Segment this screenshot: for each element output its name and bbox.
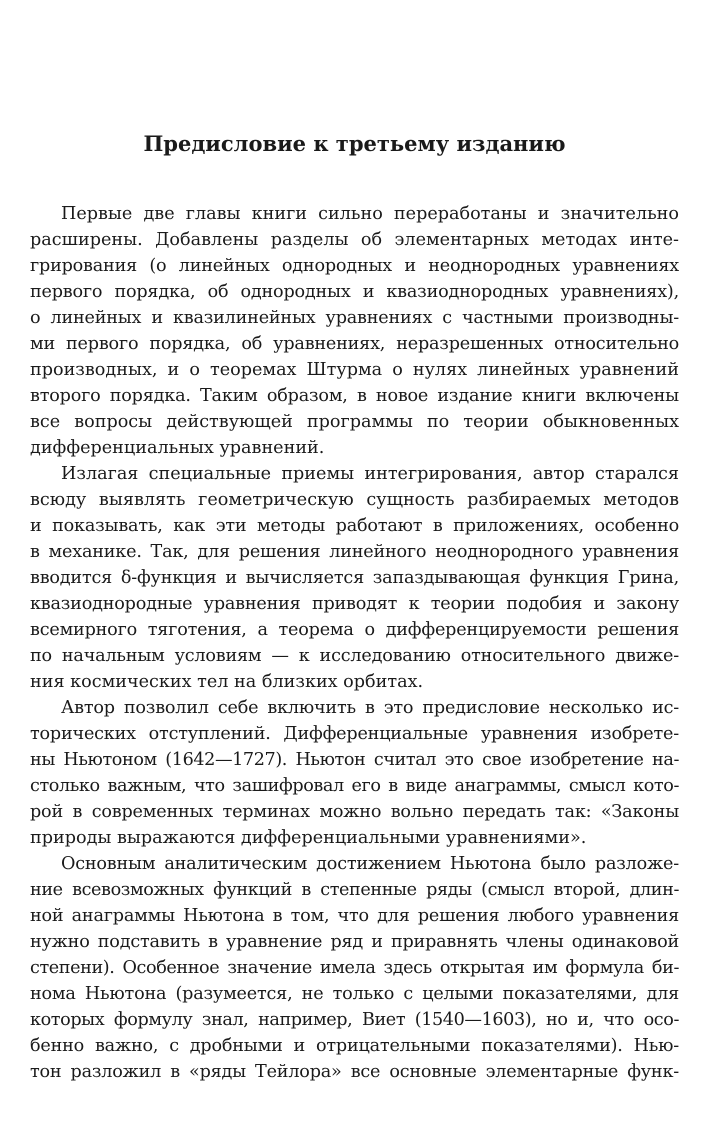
text-line: в механике. Так, для решения линейного неоднородного уравнения	[30, 542, 679, 562]
text-line: ми первого порядка, об уравнениях, неразрешенных относительно	[30, 334, 679, 354]
text-line: степени). Особенное значение имела здесь открытая им формула би-	[30, 958, 679, 978]
text-line: все вопросы действующей программы по теории обыкновенных	[30, 412, 679, 432]
text-line: производных, и о теоремах Штурма о нулях линейных уравнений	[30, 360, 679, 380]
text-line: тон разложил в «ряды Тейлора» все основные элементарные функ-	[30, 1062, 679, 1082]
text-line: всюду выявлять геометрическую сущность разбираемых методов	[30, 490, 679, 510]
text-line: грирования (о линейных однородных и неоднородных уравнениях	[30, 256, 679, 276]
page-title: Предисловие к третьему изданию	[143, 131, 566, 156]
text-line: нужно подставить в уравнение ряд и приравнять члены одинаковой	[30, 932, 679, 952]
text-line: вводится δ-функция и вычисляется запаздывающая функция Грина,	[30, 568, 679, 588]
text-line: ной анаграммы Ньютона в том, что для решения любого уравнения	[30, 906, 679, 926]
text-line: дифференциальных уравнений.	[30, 438, 325, 458]
text-line: расширены. Добавлены разделы об элементарных методах инте-	[30, 230, 679, 250]
text-line: ны Ньютоном (1642—1727). Ньютон считал это свое изобретение на-	[30, 750, 679, 770]
text-line: торических отступлений. Дифференциальные уравнения изобрете-	[30, 724, 679, 744]
text-line: Автор позволил себе включить в это предисловие несколько ис-	[61, 698, 679, 718]
text-line: рой в современных терминах можно вольно передать так: «Законы	[30, 802, 679, 822]
text-line: и показывать, как эти методы работают в приложениях, особенно	[30, 516, 679, 536]
text-line: о линейных и квазилинейных уравнениях с частными производны-	[30, 308, 679, 328]
text-line: нома Ньютона (разумеется, не только с целыми показателями, для	[30, 984, 679, 1004]
text-line: которых формулу знал, например, Виет (1540—1603), но и, что осо-	[30, 1010, 679, 1030]
text-line: Первые две главы книги сильно переработаны и значительно	[61, 204, 679, 224]
text-line: первого порядка, об однородных и квазиоднородных уравнениях),	[30, 282, 679, 302]
text-line: природы выражаются дифференциальными уравнениями».	[30, 828, 587, 848]
text-line: бенно важно, с дробными и отрицательными показателями). Нью-	[30, 1036, 679, 1056]
text-line: ние всевозможных функций в степенные ряды (смысл второй, длин-	[30, 880, 679, 900]
text-line: всемирного тяготения, а теорема о дифференцируемости решения	[30, 620, 679, 640]
text-line: Основным аналитическим достижением Ньютона было разложе-	[61, 854, 679, 874]
text-line: ния космических тел на близких орбитах.	[30, 672, 424, 692]
text-line: квазиоднородные уравнения приводят к теории подобия и закону	[30, 594, 679, 614]
text-body	[30, 201, 679, 1085]
text-line: второго порядка. Таким образом, в новое издание книги включены	[30, 386, 679, 406]
text-line: столько важным, что зашифровал его в виде анаграммы, смысл кото-	[30, 776, 679, 796]
text-line: по начальным условиям — к исследованию относительного движе-	[30, 646, 679, 666]
text-line: Излагая специальные приемы интегрирования, автор старался	[61, 464, 679, 484]
